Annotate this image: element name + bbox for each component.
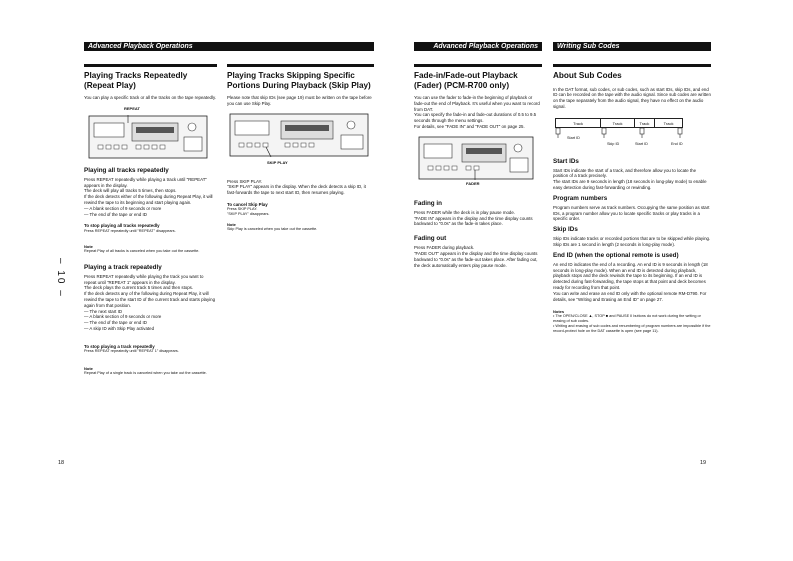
diagram-label: FADER [466, 180, 480, 186]
deck-front-panel-image [229, 113, 369, 157]
column-fader [414, 71, 542, 268]
id-label: Start ID [635, 141, 648, 146]
section-body: Press REPEAT repeatedly while playing the track you want to repeat until "REPEAT 1" appears in the display. The deck plays the current track 5 times and then stops. If the deck detects any of the following during Repeat Play, it will rewind the tape to the start ID of the current track and starts playing again from that position. — The next start ID — A blank section of 9 seconds or more — The end of the tape or end ID — A skip ID with Skip Play activated [84, 273, 216, 332]
subsection-body: Press REPEAT repeatedly until "REPEAT 1" disappears. [84, 349, 179, 354]
deck-diagram [227, 113, 374, 171]
tape-track-bar [555, 118, 683, 128]
deck-diagram [414, 134, 542, 192]
note-heading: Note [84, 366, 93, 372]
subsection-body: Press SKIP PLAY. "SKIP PLAY" disappears. [227, 207, 270, 217]
section-header-right: Writing Sub Codes [553, 42, 711, 51]
note-body: Skip Play is canceled when you take out the cassette. [227, 227, 318, 232]
id-label: Start ID [567, 135, 580, 140]
intro-text: Please note that skip IDs (see page 19) must be written on the tape before you can use Skip Play. [227, 95, 372, 106]
notes-heading: Notes [553, 309, 565, 315]
subsection-heading: To stop playing all tracks repeatedly [84, 223, 160, 229]
page-title: Playing Tracks Skipping Specific Portions During Playback (Skip Play) [227, 71, 371, 90]
column-skip-play [227, 71, 374, 232]
column-sub-codes [553, 71, 711, 334]
section-header-left: Advanced Playback Operations [84, 42, 374, 51]
page-title: About Sub Codes [553, 71, 622, 80]
subsection-heading: To cancel Skip Play [227, 201, 268, 207]
section-header-right-mid: Advanced Playback Operations [414, 42, 542, 51]
diagram-label: SKIP PLAY [267, 159, 288, 165]
section-body: Press FADER during playback. "FADE OUT" appears in the display and the time display counts backward to "0.0s" as the fade-out takes place. After fading out, the deck automatically enters play pause mode. [414, 245, 538, 268]
section-heading: Program numbers [553, 194, 608, 202]
deck-diagram [84, 105, 217, 161]
note-heading: Note [227, 222, 236, 228]
section-body: Program numbers serve as track numbers. Occupying the same position as start IDs, a program number allow you to locate specific tracks or play tracks in a specific order. [553, 204, 710, 222]
subsection-heading: To stop playing a track repeatedly [84, 343, 155, 349]
track-segment: Track [663, 120, 674, 126]
note-body: Repeat Play of a single track is canceled when you take out the cassette. [84, 371, 207, 376]
id-label: End ID [671, 141, 683, 146]
page-title: Playing Tracks Repeatedly (Repeat Play) [84, 71, 188, 90]
intro-text: In the DAT format, sub codes, or sub codes, such as start IDs, skip IDs, and end ID can be recorded on the tape with the audio signal. Since sub codes are written on the tape separately from the audio signal, they have no effect on the audio signal. [553, 86, 711, 109]
page-title: Fade-in/Fade-out Playback (Fader) (PCM-R700 only) [414, 71, 518, 90]
section-body: Press FADER while the deck is in play pause mode. "FADE IN" appears in the display and the time display counts backward to "0.0s" as the fade-in takes place. [414, 209, 533, 227]
title-rule [414, 64, 542, 67]
section-heading: Playing all tracks repeatedly [84, 166, 169, 174]
intro-text: You can use the fader to fade-in the beginning of playback or fade-out the end of Playback. It's useful when you want to record from DAT. You can specify the fade-in and fade-out durations of 0.5 to 9.5 seconds through the menu settings. For details, see "FADE IN" and "FADE OUT" on page 25. [414, 95, 540, 129]
section-heading: Skip IDs [553, 226, 578, 234]
note-item: • Writing and erasing of sub codes and renumbering of program numbers are impossible if the record-protect hole on the DAT cassette is open (see page 11). [553, 324, 711, 334]
track-segment: Track [601, 119, 635, 127]
deck-front-panel-image [418, 136, 534, 180]
section-heading: Playing a track repeatedly [84, 263, 162, 271]
note-body: Repeat Play of all tracks is canceled when you take out the cassette. [84, 248, 200, 253]
section-body: Press REPEAT repeatedly while playing a track until "REPEAT" appears in the display. The deck will play all tracks 5 times, then stops. If the deck detects either of the following during Repeat Play, it will rewind the tape to its beginning and start playing again. — A blank section of 9 seconds or more — The end of the tape or end ID [84, 176, 213, 217]
section-heading: Start IDs [553, 157, 579, 165]
section-heading: Fading out [414, 235, 447, 243]
page-number-right: 19 [700, 460, 707, 466]
section-heading: End ID (when the optional remote is used) [553, 251, 679, 259]
skip-play-body: Press SKIP PLAY. "SKIP PLAY" appears in the display. When the deck detects a skip ID, it fast-forwards the tape to next start ID, then resumes playing. [227, 178, 366, 196]
side-page-number: – 10 – [55, 258, 66, 298]
diagram-label: REPEAT [124, 105, 140, 111]
id-label: Skip ID [607, 141, 620, 146]
section-body: An end ID indicates the end of a recording. An end ID is 9 seconds in length (18 seconds in long-play mode). When an end ID is detected during playback, playback stops and the deck rewinds the tape to its beginning. If an end ID is detected during fast-forwarding, the tape stops at that point and deck becomes ready for recording from that point. You can write and erase an end ID only with the optional remote RM-D790. For details, see "Writing and Erasing an End ID" on page 27. [553, 261, 708, 302]
title-rule [553, 64, 711, 67]
title-rule [84, 64, 217, 67]
page-number-left: 18 [58, 460, 65, 466]
track-segment: Track [556, 119, 601, 127]
track-segment: Track [635, 119, 655, 127]
section-heading: Fading in [414, 199, 442, 207]
intro-text: You can play a specific track or all the tracks on the tape repeatedly. [84, 95, 217, 100]
column-repeat-play [84, 71, 217, 376]
section-body: Start IDs indicate the start of a track, and therefore allow you to locate the position of a track precisely. The start IDs are 9 seconds in length (18 seconds in long-play mode) to enable easy detection during fast-forwarding or rewinding. [553, 167, 707, 191]
note-item: • The OPEN/CLOSE ▲, STOP ■ and PAUSE II buttons do not work during the writing or erasing of sub codes. [553, 314, 701, 324]
section-body: Skip IDs indicate tracks or recorded portions that are to be skipped while playing. Skip IDs are 1 second in length (2 seconds in long-play mode). [553, 236, 711, 248]
title-rule [227, 64, 374, 67]
note-heading: Note [84, 243, 93, 249]
sub-code-diagram [553, 114, 711, 154]
subsection-body: Press REPEAT repeatedly until "REPEAT" disappears. [84, 228, 176, 233]
deck-front-panel-image [88, 115, 208, 159]
